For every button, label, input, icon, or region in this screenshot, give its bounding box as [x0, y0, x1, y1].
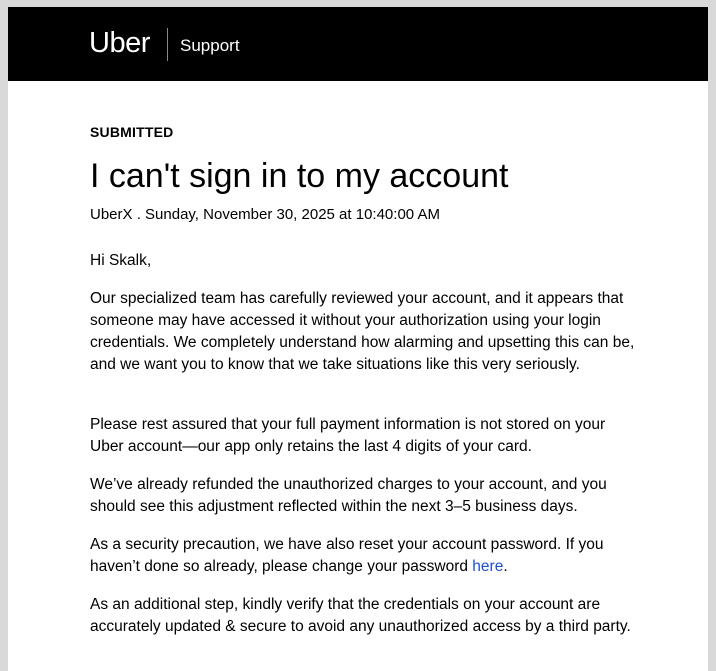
- support-section-label[interactable]: Support: [180, 36, 240, 55]
- message-paragraph-1: Our specialized team has carefully reviewed your account, and it appears that someone may have accessed it without your authorization using your login credentials. We completely understand how alarming and upsetting this can be, and we want you to know that we take situations like this very seriously.: [90, 290, 635, 373]
- ticket-meta: [90, 206, 440, 224]
- message-paragraph-2: Please rest assured that your full payment information is not stored on your Uber account—our app only retains the last 4 digits of your card.: [90, 416, 606, 455]
- greeting: Hi Skalk,: [90, 252, 152, 269]
- header-divider: [167, 28, 168, 61]
- page-title: I can't sign in to my account: [90, 157, 509, 195]
- uber-logo[interactable]: Uber: [89, 27, 150, 59]
- message-paragraph-4: [90, 534, 642, 578]
- message-paragraph-5: As an additional step, kindly verify that the credentials on your account are accurately updated & secure to avoid any unauthorized access by a third party.: [90, 596, 631, 635]
- ticket-product: UberX: [90, 206, 133, 223]
- support-page: [8, 7, 708, 671]
- ticket-date: Sunday, November 30, 2025 at 10:40:00 AM: [145, 206, 440, 223]
- meta-separator: .: [132, 206, 146, 223]
- site-header: [8, 7, 708, 81]
- paragraph-4-end: .: [503, 558, 508, 575]
- paragraph-4-text: As a security precaution, we have also reset your account password. If you haven’t done so already, please change your password: [90, 536, 604, 575]
- message-paragraph-3: We’ve already refunded the unauthorized charges to your account, and you should see this adjustment reflected within the next 3–5 business days.: [90, 476, 607, 515]
- status-badge: SUBMITTED: [90, 124, 174, 140]
- change-password-link[interactable]: here: [472, 558, 504, 575]
